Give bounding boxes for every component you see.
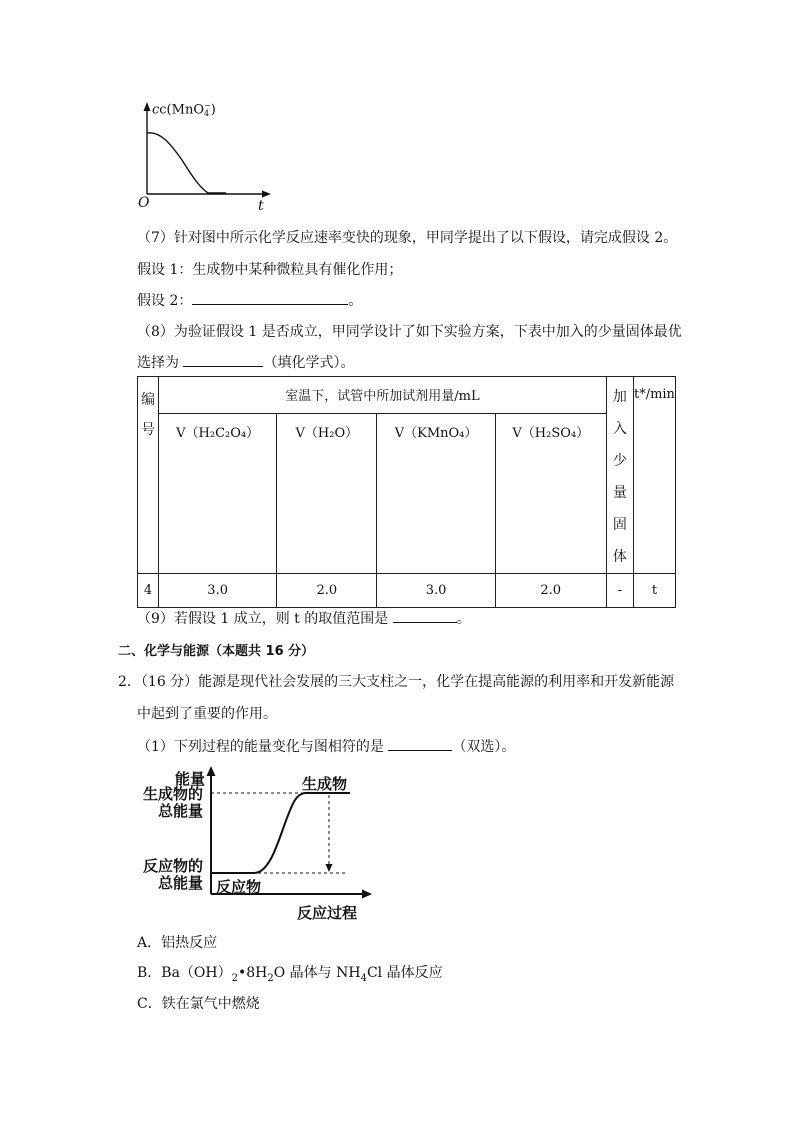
q9-text: （9）若假设 1 成立，则 t 的取值范围是 。 bbox=[137, 608, 471, 629]
q7-hypothesis-2: 假设 2： 。 bbox=[137, 290, 362, 311]
section-2-title: 二、化学与能源（本题共 16 分） bbox=[118, 644, 315, 659]
q8-line-2: 选择为 （填化学式）。 bbox=[137, 352, 354, 373]
table-header-h2o: V（H₂O） bbox=[277, 413, 377, 573]
answer-blank-solid[interactable] bbox=[183, 352, 263, 367]
cell-time: t bbox=[633, 574, 675, 608]
answer-blank-double-choice[interactable] bbox=[388, 736, 452, 751]
q8-line-1: （8）为验证假设 1 是否成立，甲同学设计了如下实验方案，下表中加入的少量固体最优 bbox=[137, 324, 682, 340]
cell-v4: 2.0 bbox=[495, 574, 606, 608]
product-total-energy-label: 生成物的 总能量 bbox=[143, 785, 204, 820]
q2-line-2: 中起到了重要的作用。 bbox=[137, 706, 277, 722]
option-a: A．铝热反应 bbox=[137, 935, 218, 951]
x-axis-arrow bbox=[262, 191, 271, 198]
experiment-table bbox=[137, 376, 676, 608]
product-label: 生成物 bbox=[302, 775, 348, 793]
graph1-y-label: cc(MnO − 4 ) bbox=[152, 101, 216, 118]
option-b: B．$Ba(OH)_2•8H_2O$ 晶体与 $NH_4Cl$ 晶体反应 bbox=[137, 965, 443, 984]
energy-y-arrow bbox=[207, 766, 216, 776]
cell-v2: 2.0 bbox=[277, 574, 377, 608]
reactant-total-energy-label: 反应物的 总能量 bbox=[143, 857, 204, 892]
table-header-kmno4: V（KMnO₄） bbox=[377, 413, 495, 573]
cell-number: 4 bbox=[138, 574, 159, 608]
cell-solid: - bbox=[606, 574, 633, 608]
graph1-origin: O bbox=[138, 195, 150, 211]
table-header-time: t*/min bbox=[633, 377, 675, 574]
table-header-h2c2o4: V（H₂C₂O₄） bbox=[159, 413, 277, 573]
table-row bbox=[138, 574, 676, 608]
cell-v3: 3.0 bbox=[377, 574, 495, 608]
table-header-h2so4: V（H₂SO₄） bbox=[495, 413, 606, 573]
cell-v1: 3.0 bbox=[159, 574, 277, 608]
answer-blank-hyp2[interactable] bbox=[192, 290, 348, 305]
q2-line-1: 2．（16 分）能源是现代社会发展的三大支柱之一，化学在提高能源的利用率和开发新能源 bbox=[118, 674, 675, 690]
y-axis-arrow bbox=[144, 102, 151, 111]
graph1-x-label: t bbox=[258, 198, 264, 214]
reactant-label: 反应物 bbox=[216, 878, 262, 896]
q7-hypothesis-1: 假设 1：生成物中某种微粒具有催化作用； bbox=[137, 262, 403, 278]
energy-x-arrow bbox=[362, 890, 372, 899]
option-c: C．铁在氯气中燃烧 bbox=[137, 996, 260, 1012]
reaction-process-label: 反应过程 bbox=[297, 904, 358, 922]
concentration-curve bbox=[147, 133, 208, 193]
table-header-number: 编号 bbox=[138, 377, 159, 574]
energy-difference-arrowhead bbox=[326, 864, 333, 872]
answer-blank-t-range[interactable] bbox=[393, 608, 457, 623]
q7-text: （7）针对图中所示化学反应速率变快的现象，甲同学提出了以下假设，请完成假设 2。 bbox=[137, 230, 678, 246]
table-header-solid: 加入少量固体 bbox=[606, 377, 633, 574]
table-header-group: 室温下，试管中所加试剂用量/mL bbox=[159, 377, 607, 414]
q2-sub-1: （1）下列过程的能量变化与图相符的是 （双选）。 bbox=[137, 736, 515, 757]
energy-axis-label: 能量 bbox=[175, 770, 206, 788]
